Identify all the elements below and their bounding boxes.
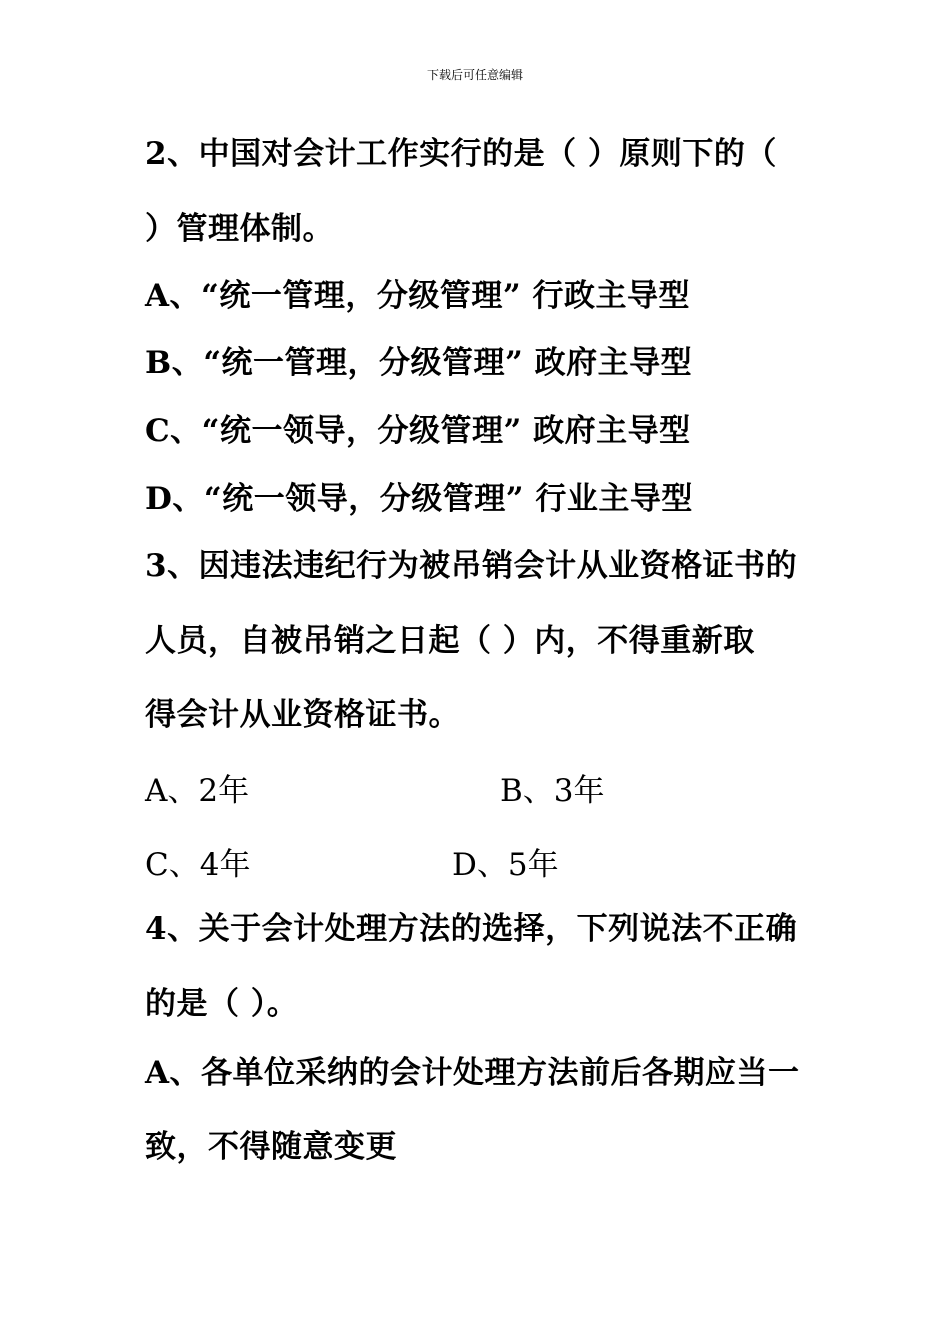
q4-option-a-line-1: A、各单位采纳的会计处理方法前后各期应当一 [145, 1055, 800, 1091]
q3-option-d: D、5年 [452, 847, 559, 883]
q3-option-c: C、4年 [145, 847, 251, 883]
q3-stem-line-1: 3、因违法违纪行为被吊销会计从业资格证书的 [145, 548, 798, 584]
q4-stem-line-2: 的是（ ）。 [145, 986, 299, 1022]
q2-stem-line-1: 2、中国对会计工作实行的是（ ）原则下的（ [145, 136, 777, 172]
q3-option-a: A、2年 [145, 773, 250, 809]
q3-stem-line-2: 人员，自被吊销之日起（ ）内，不得重新取 [145, 623, 755, 659]
q4-stem-line-1: 4、关于会计处理方法的选择，下列说法不正确 [145, 911, 798, 947]
q3-stem-line-3: 得会计从业资格证书。 [145, 697, 460, 733]
q3-option-b: B、3年 [500, 773, 605, 809]
q2-option-b: B、“统一管理，分级管理” 政府主导型 [145, 345, 693, 381]
q2-stem-line-2: ）管理体制。 [145, 211, 334, 247]
q2-option-d: D、“统一领导，分级管理” 行业主导型 [145, 481, 693, 517]
q2-option-c: C、“统一领导，分级管理” 政府主导型 [145, 413, 691, 449]
q2-option-a: A、“统一管理，分级管理” 行政主导型 [145, 278, 691, 314]
page-header: 下载后可任意编辑 [426, 68, 523, 82]
q4-option-a-line-2: 致，不得随意变更 [145, 1129, 397, 1165]
